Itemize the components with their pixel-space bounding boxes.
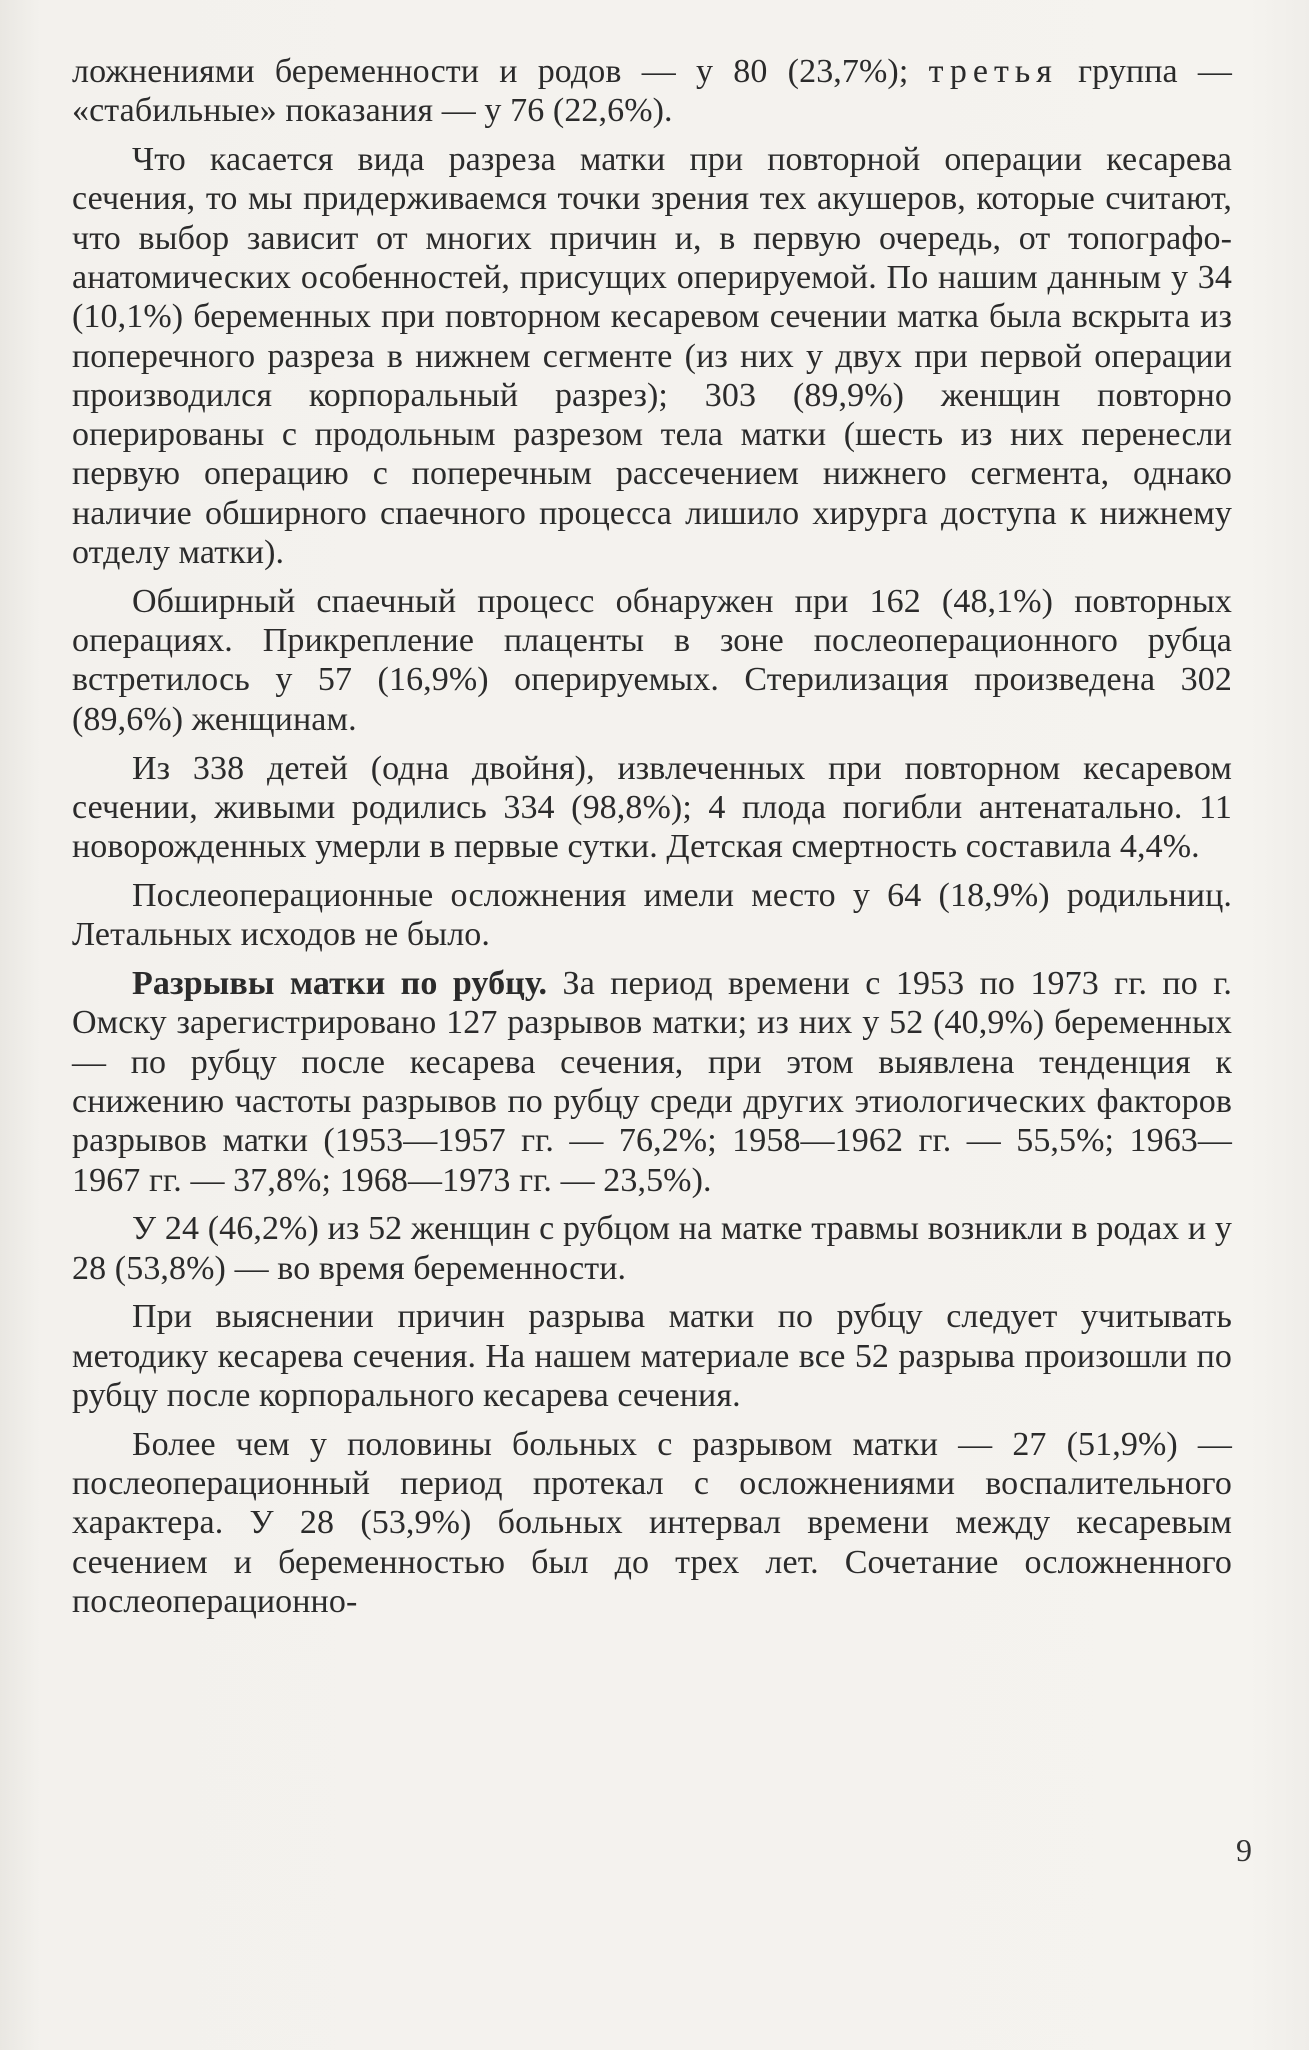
paragraph-text: группа — «стабильные» показания — у 76 (22,6%). xyxy=(72,53,1232,130)
paragraph-text: ложнениями беременности и родов — у 80 (23,7%); xyxy=(72,53,929,90)
page-number: 9 xyxy=(1236,1832,1252,1868)
paragraph-continuation xyxy=(72,52,1232,131)
paragraph: Более чем у половины больных с разрывом матки — 27 (51,9%) — послеоперационный период протекал с осложнениями воспалительного характера. У 28 (53,9%) больных интервал времени между кесаревым сечением и беременностью был до трех лет. Сочетание осложненного послеоперационно- xyxy=(72,1425,1232,1620)
emphasized-word: третья xyxy=(928,53,1058,90)
paragraph: Обширный спаечный процесс обнаружен при 162 (48,1%) повторных операциях. Прикрепление плаценты в зоне послеоперационного рубца встретилось у 57 (16,9%) оперируемых. Стерилизация произведена 302 (89,6%) женщинам. xyxy=(72,582,1232,738)
section-heading: Разрывы матки по рубцу. xyxy=(132,965,548,1003)
body-text xyxy=(72,52,1232,1631)
paragraph: При выяснении причин разрыва матки по рубцу следует учитывать методику кесарева сечения. На нашем материале все 52 разрыва произошли по рубцу после корпорального кесарева сечения. xyxy=(72,1298,1232,1414)
paragraph: Из 338 детей (одна двойня), извлеченных при повторном кесаревом сечении, живыми родились 334 (98,8%); 4 плода погибли антенатально. 11 новорожденных умерли в первые сутки. Детская смертность составила 4,4%. xyxy=(72,749,1232,866)
paragraph: У 24 (46,2%) из 52 женщин с рубцом на матке травмы возникли в родах и у 28 (53,8%) — во время беременности. xyxy=(72,1210,1232,1287)
paragraph: Что касается вида разреза матки при повторной операции кесарева сечения, то мы придерживаемся точки зрения тех акушеров, которые считают, что выбор зависит от многих причин и, в первую очередь, от топографо-анатомических особенностей, присущих оперируемой. По нашим данным у 34 (10,1%) беременных при повторном кесаревом сечении матка была вскрыта из поперечного разреза в нижнем сегменте (из них у двух при первой операции производился корпоральный разрез); 303 (89,9%) женщин повторно оперированы с продольным разрезом тела матки (шесть из них перенесли первую операцию с поперечным рассечением нижнего сегмента, однако наличие обширного спаечного процесса лишило хирурга доступа к нижнему отделу матки). xyxy=(72,141,1232,572)
paragraph-text: За период времени с 1953 по 1973 гг. по г. Омску зарегистрировано 127 разрывов матки; из них у 52 (40,9%) беременных — по рубцу после кесарева сечения, при этом выявлена тенденция к снижению частоты разрывов по рубцу среди других этиологических факторов разрывов матки (1953—1957 гг. — 76,2%; 1958—1962 гг. — 55,5%; 1963—1967 гг. — 37,8%; 1968—1973 гг. — 23,5%). xyxy=(72,965,1233,1199)
paragraph: Послеоперационные осложнения имели место у 64 (18,9%) родильниц. Летальных исходов не было. xyxy=(72,876,1232,954)
paragraph xyxy=(72,964,1232,1200)
